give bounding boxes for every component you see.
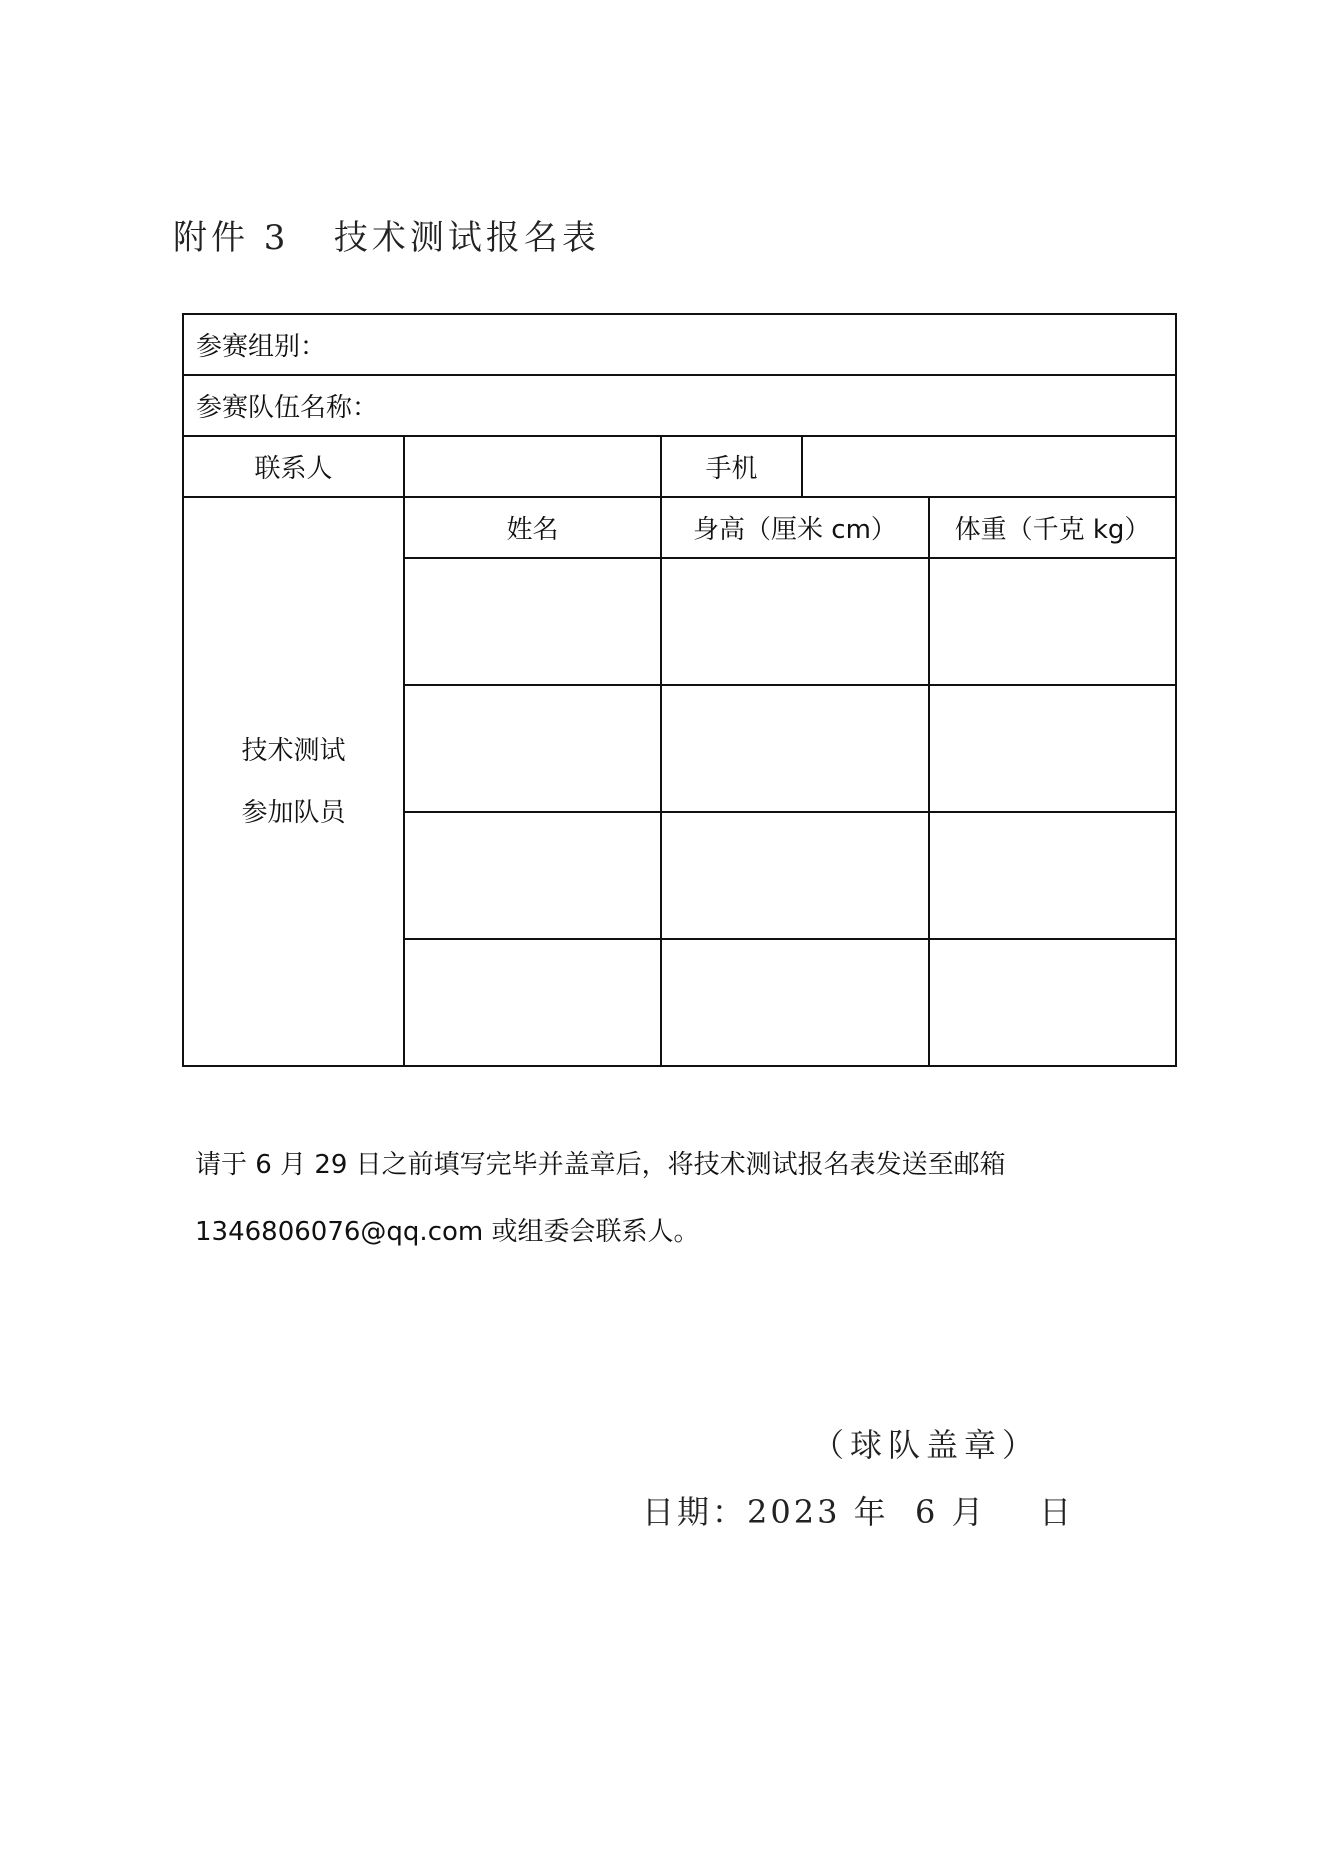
height-cell[interactable] [661,812,929,939]
team-name-label: 参赛队伍名称： [196,393,379,423]
date-line: 日期：2023 年 6 月 日 [642,1493,1075,1531]
name-cell[interactable] [404,558,661,685]
name-cell[interactable] [404,939,661,1066]
contact-row [183,436,1176,497]
registration-table [182,313,1177,1067]
weight-cell[interactable] [929,939,1176,1066]
weight-cell[interactable] [929,558,1176,685]
column-header-weight: 体重（千克 kg） [929,497,1176,558]
name-cell[interactable] [404,812,661,939]
team-stamp-label: （球队盖章） [812,1426,1041,1464]
phone-label: 手机 [661,436,802,497]
height-cell[interactable] [661,939,929,1066]
column-header-name: 姓名 [404,497,661,558]
note-line1: 请于 6 月 29 日之前填写完毕并盖章后，将技术测试报名表发送至邮箱 [195,1150,1006,1180]
contact-value-cell[interactable] [404,436,661,497]
members-header-row [183,497,1176,558]
document-title: 附件 3 技术测试报名表 [173,218,600,258]
height-cell[interactable] [661,685,929,812]
phone-value-cell[interactable] [802,436,1176,497]
column-header-height: 身高（厘米 cm） [661,497,929,558]
name-cell[interactable] [404,685,661,812]
group-row [183,314,1176,375]
members-label-cell [183,497,404,1066]
contact-label: 联系人 [183,436,404,497]
team-name-field[interactable] [183,375,1176,436]
members-label-line2: 参加队员 [241,797,346,828]
height-cell[interactable] [661,558,929,685]
weight-cell[interactable] [929,812,1176,939]
team-name-row [183,375,1176,436]
members-label-line1: 技术测试 [241,735,346,766]
note-line2: 1346806076@qq.com 或组委会联系人。 [195,1217,700,1247]
weight-cell[interactable] [929,685,1176,812]
group-label: 参赛组别： [196,332,327,362]
group-field[interactable] [183,314,1176,375]
submission-note [195,1132,1145,1266]
